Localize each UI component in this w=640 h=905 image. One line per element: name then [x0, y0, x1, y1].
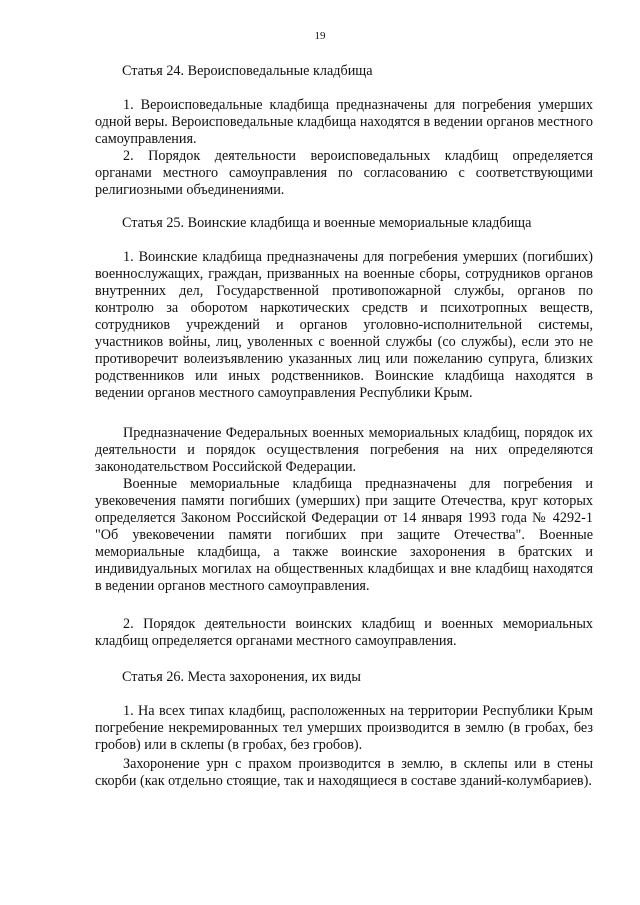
article-25-paragraph-1: 1. Воинские кладбища предназначены для погребения умерших (погибших) военнослужащих, граждан, призванных на военные сборы, сотрудников органов внутренних дел, Государственной противопожарной службы, органов по контролю за оборотом наркотических средств и психотропных веществ, сотрудников учреждений и органов уголовно-исполнительной системы, участников войны, лиц, уволенных с военной службы (со службы), если это не противоречит волеизъявлению указанных лиц или пожеланию супруга, близких родственников или иных родственников. Воинские кладбища находятся в ведении органов местного самоуправления Республики Крым.	[95, 249, 593, 401]
page-number: 19	[314, 30, 326, 42]
article-26-title: Статья 26. Места захоронения, их виды	[122, 669, 361, 685]
article-26-paragraph-1: 1. На всех типах кладбищ, расположенных на территории Республики Крым погребение некремированных тел умерших производится в землю (в гробах, без гробов) или в склепы (в гробах, без гробов).	[95, 703, 593, 753]
article-26-paragraph-2: Захоронение урн с прахом производится в землю, в склепы или в стены скорби (как отдельно стоящие, так и находящиеся в составе зданий-колумбариев).	[95, 756, 593, 789]
article-24-paragraph-1: 1. Вероисповедальные кладбища предназначены для погребения умерших одной веры. Вероисповедальные кладбища находятся в ведении органов местного самоуправления.	[95, 97, 593, 147]
article-25-title: Статья 25. Воинские кладбища и военные мемориальные кладбища	[122, 215, 532, 231]
article-24-paragraph-2: 2. Порядок деятельности вероисповедальных кладбищ определяется органами местного самоуправления по согласованию с соответствующими религиозными объединениями.	[95, 148, 593, 198]
article-25-paragraph-2: Предназначение Федеральных военных мемориальных кладбищ, порядок их деятельности и порядок осуществления погребения на них определяются законодательством Российской Федерации.	[95, 425, 593, 475]
article-25-paragraph-4: 2. Порядок деятельности воинских кладбищ и военных мемориальных кладбищ определяется органами местного самоуправления.	[95, 616, 593, 649]
article-25-paragraph-3: Военные мемориальные кладбища предназначены для погребения и увековечения памяти погибших (умерших) при защите Отечества, круг которых определяется Законом Российской Федерации от 14 января 1993 года № 4292-1 "Об увековечении памяти погибших при защите Отечества". Военные мемориальные кладбища, а также воинские захоронения в братских и индивидуальных могилах на общественных кладбищах и вне кладбищ находятся в ведении органов местного самоуправления.	[95, 476, 593, 594]
article-24-title: Статья 24. Вероисповедальные кладбища	[122, 63, 373, 79]
